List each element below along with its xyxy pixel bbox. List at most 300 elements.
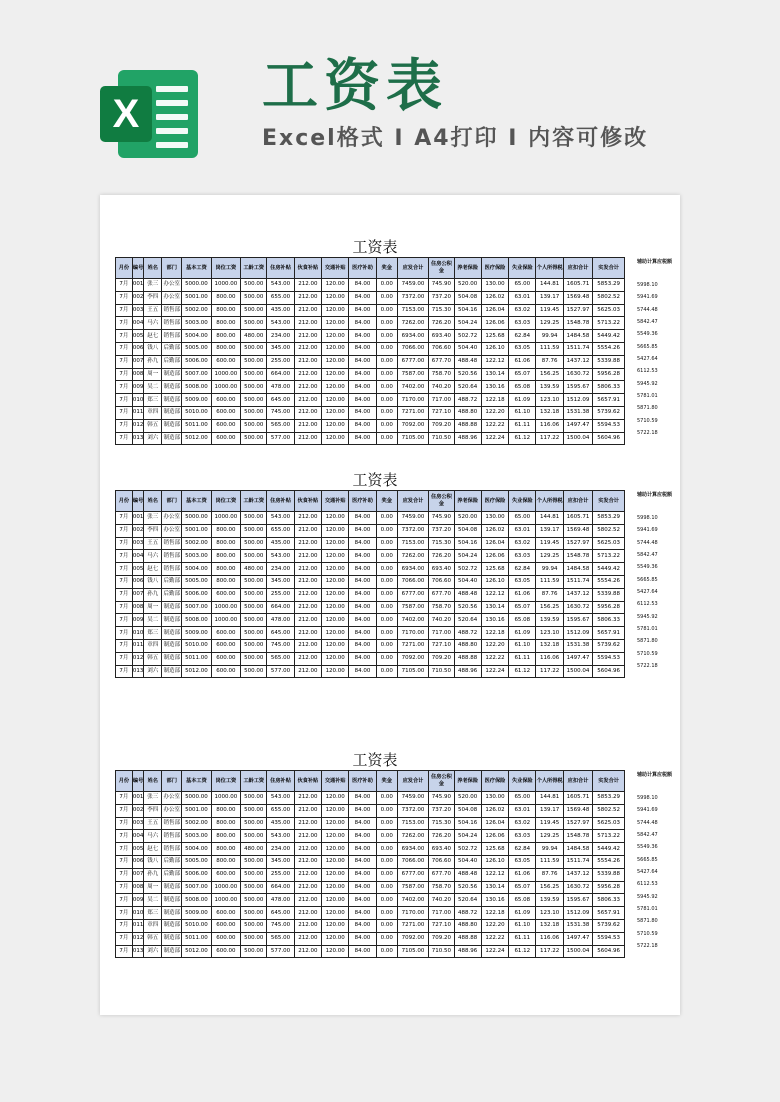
table-cell[interactable]: 5008.00: [182, 894, 211, 907]
table-cell[interactable]: 706.60: [429, 342, 454, 355]
table-cell[interactable]: 011: [132, 406, 144, 419]
table-cell[interactable]: 480.00: [241, 563, 267, 576]
table-cell[interactable]: 130.14: [481, 368, 508, 381]
table-cell[interactable]: 63.03: [509, 317, 536, 330]
table-cell[interactable]: 刘六: [144, 665, 162, 678]
table-cell[interactable]: 139.59: [536, 614, 563, 627]
table-cell[interactable]: 212.00: [294, 419, 321, 432]
table-cell[interactable]: 7262.00: [397, 550, 429, 563]
table-cell[interactable]: 122.18: [481, 394, 508, 407]
table-cell[interactable]: 500.00: [241, 355, 267, 368]
table-cell[interactable]: 012: [132, 419, 144, 432]
table-cell[interactable]: 7月: [116, 627, 133, 640]
table-cell[interactable]: 120.00: [322, 868, 349, 881]
table-cell[interactable]: 5657.91: [593, 394, 625, 407]
table-cell[interactable]: 120.00: [322, 368, 349, 381]
table-cell[interactable]: 李四: [144, 804, 162, 817]
table-cell[interactable]: 张三: [144, 279, 162, 292]
table-cell[interactable]: 销售部: [162, 317, 182, 330]
table-cell[interactable]: 7105.00: [397, 432, 429, 445]
table-cell[interactable]: 122.22: [481, 932, 508, 945]
table-cell[interactable]: 5009.00: [182, 627, 211, 640]
table-cell[interactable]: 004: [132, 317, 144, 330]
table-cell[interactable]: 84.00: [349, 907, 376, 920]
table-cell[interactable]: 61.10: [509, 919, 536, 932]
table-cell[interactable]: 600.00: [211, 868, 240, 881]
table-cell[interactable]: 7月: [116, 945, 133, 958]
table-cell[interactable]: 刘六: [144, 432, 162, 445]
table-cell[interactable]: 1511.74: [563, 855, 592, 868]
table-cell[interactable]: 007: [132, 588, 144, 601]
table-cell[interactable]: 5554.26: [593, 342, 625, 355]
table-cell[interactable]: 5657.91: [593, 627, 625, 640]
table-cell[interactable]: 212.00: [294, 575, 321, 588]
table-cell[interactable]: 赵七: [144, 563, 162, 576]
table-cell[interactable]: 销售部: [162, 843, 182, 856]
table-cell[interactable]: 章四: [144, 919, 162, 932]
table-cell[interactable]: 84.00: [349, 537, 376, 550]
table-cell[interactable]: 5008.00: [182, 614, 211, 627]
table-cell[interactable]: 504.40: [454, 855, 481, 868]
table-cell[interactable]: 5853.29: [593, 512, 625, 525]
table-cell[interactable]: 488.80: [454, 919, 481, 932]
table-cell[interactable]: 122.20: [481, 919, 508, 932]
table-cell[interactable]: 5956.28: [593, 368, 625, 381]
table-cell[interactable]: 0.00: [376, 881, 397, 894]
table-cell[interactable]: 84.00: [349, 843, 376, 856]
table-cell[interactable]: 84.00: [349, 881, 376, 894]
table-cell[interactable]: 制造部: [162, 627, 182, 640]
table-cell[interactable]: 7402.00: [397, 614, 429, 627]
table-cell[interactable]: 张三: [144, 792, 162, 805]
table-cell[interactable]: 7372.00: [397, 804, 429, 817]
table-cell[interactable]: 500.00: [241, 512, 267, 525]
table-cell[interactable]: 212.00: [294, 932, 321, 945]
table-cell[interactable]: 办公室: [162, 279, 182, 292]
table-cell[interactable]: 1512.09: [563, 907, 592, 920]
table-cell[interactable]: 504.16: [454, 817, 481, 830]
table-cell[interactable]: 84.00: [349, 665, 376, 678]
table-cell[interactable]: 84.00: [349, 614, 376, 627]
table-cell[interactable]: 504.08: [454, 291, 481, 304]
table-cell[interactable]: 122.20: [481, 639, 508, 652]
table-cell[interactable]: 600.00: [211, 665, 240, 678]
table-cell[interactable]: 726.20: [429, 830, 454, 843]
table-cell[interactable]: 710.50: [429, 665, 454, 678]
table-cell[interactable]: 126.04: [481, 817, 508, 830]
table-cell[interactable]: 5004.00: [182, 563, 211, 576]
table-cell[interactable]: 122.18: [481, 627, 508, 640]
table-cell[interactable]: 212.00: [294, 792, 321, 805]
table-cell[interactable]: 500.00: [241, 804, 267, 817]
table-cell[interactable]: 543.00: [267, 512, 294, 525]
table-cell[interactable]: 84.00: [349, 512, 376, 525]
table-cell[interactable]: 7月: [116, 406, 133, 419]
table-cell[interactable]: 125.68: [481, 563, 508, 576]
table-cell[interactable]: 办公室: [162, 804, 182, 817]
table-cell[interactable]: 5002.00: [182, 304, 211, 317]
table-cell[interactable]: 7月: [116, 868, 133, 881]
table-cell[interactable]: 0.00: [376, 419, 397, 432]
table-cell[interactable]: 008: [132, 368, 144, 381]
table-cell[interactable]: 664.00: [267, 368, 294, 381]
table-cell[interactable]: 7402.00: [397, 381, 429, 394]
table-cell[interactable]: 010: [132, 907, 144, 920]
table-cell[interactable]: 005: [132, 330, 144, 343]
table-cell[interactable]: 1437.12: [563, 355, 592, 368]
table-cell[interactable]: 1548.78: [563, 317, 592, 330]
table-cell[interactable]: 0.00: [376, 665, 397, 678]
table-cell[interactable]: 0.00: [376, 817, 397, 830]
table-cell[interactable]: 1630.72: [563, 368, 592, 381]
table-cell[interactable]: 212.00: [294, 919, 321, 932]
table-cell[interactable]: 500.00: [241, 868, 267, 881]
table-cell[interactable]: 李四: [144, 291, 162, 304]
table-cell[interactable]: 122.12: [481, 868, 508, 881]
table-cell[interactable]: 120.00: [322, 381, 349, 394]
table-cell[interactable]: 制造部: [162, 639, 182, 652]
table-cell[interactable]: 129.25: [536, 550, 563, 563]
table-cell[interactable]: 130.00: [481, 279, 508, 292]
table-cell[interactable]: 002: [132, 291, 144, 304]
table-cell[interactable]: 5604.96: [593, 945, 625, 958]
table-cell[interactable]: 0.00: [376, 575, 397, 588]
table-cell[interactable]: 后勤部: [162, 868, 182, 881]
table-cell[interactable]: 212.00: [294, 614, 321, 627]
table-cell[interactable]: 65.08: [509, 614, 536, 627]
table-cell[interactable]: 156.25: [536, 881, 563, 894]
table-cell[interactable]: 500.00: [241, 524, 267, 537]
table-cell[interactable]: 7372.00: [397, 524, 429, 537]
table-cell[interactable]: 办公室: [162, 291, 182, 304]
table-cell[interactable]: 5853.29: [593, 792, 625, 805]
table-cell[interactable]: 132.18: [536, 406, 563, 419]
table-cell[interactable]: 7月: [116, 317, 133, 330]
table-cell[interactable]: 116.06: [536, 652, 563, 665]
table-cell[interactable]: 5005.00: [182, 575, 211, 588]
table-cell[interactable]: 116.06: [536, 932, 563, 945]
table-cell[interactable]: 006: [132, 575, 144, 588]
table-cell[interactable]: 1000.00: [211, 881, 240, 894]
table-cell[interactable]: 5449.42: [593, 563, 625, 576]
table-cell[interactable]: 120.00: [322, 817, 349, 830]
table-cell[interactable]: 63.01: [509, 804, 536, 817]
table-cell[interactable]: 7587.00: [397, 881, 429, 894]
table-cell[interactable]: 212.00: [294, 342, 321, 355]
table-cell[interactable]: 6777.00: [397, 868, 429, 881]
table-cell[interactable]: 7372.00: [397, 291, 429, 304]
table-cell[interactable]: 63.03: [509, 830, 536, 843]
table-cell[interactable]: 65.07: [509, 601, 536, 614]
table-cell[interactable]: 5012.00: [182, 945, 211, 958]
table-cell[interactable]: 111.59: [536, 342, 563, 355]
table-cell[interactable]: 500.00: [241, 855, 267, 868]
table-cell[interactable]: 84.00: [349, 575, 376, 588]
table-cell[interactable]: 500.00: [241, 652, 267, 665]
table-cell[interactable]: 5594.53: [593, 932, 625, 945]
table-cell[interactable]: 5012.00: [182, 665, 211, 678]
table-cell[interactable]: 5802.52: [593, 291, 625, 304]
table-cell[interactable]: 500.00: [241, 317, 267, 330]
table-cell[interactable]: 5000.00: [182, 512, 211, 525]
table-cell[interactable]: 7月: [116, 330, 133, 343]
table-cell[interactable]: 111.59: [536, 855, 563, 868]
table-cell[interactable]: 120.00: [322, 588, 349, 601]
table-cell[interactable]: 7月: [116, 588, 133, 601]
table-cell[interactable]: 677.70: [429, 868, 454, 881]
table-cell[interactable]: 212.00: [294, 432, 321, 445]
table-cell[interactable]: 63.03: [509, 550, 536, 563]
table-cell[interactable]: 504.24: [454, 830, 481, 843]
table-cell[interactable]: 1500.04: [563, 432, 592, 445]
table-cell[interactable]: 7459.00: [397, 512, 429, 525]
table-cell[interactable]: 0.00: [376, 432, 397, 445]
table-cell[interactable]: 84.00: [349, 291, 376, 304]
table-cell[interactable]: 500.00: [241, 907, 267, 920]
table-cell[interactable]: 87.76: [536, 588, 563, 601]
table-cell[interactable]: 63.01: [509, 291, 536, 304]
table-cell[interactable]: 212.00: [294, 512, 321, 525]
table-cell[interactable]: 120.00: [322, 843, 349, 856]
table-cell[interactable]: 1000.00: [211, 614, 240, 627]
table-cell[interactable]: 61.12: [509, 945, 536, 958]
table-cell[interactable]: 7153.00: [397, 304, 429, 317]
table-cell[interactable]: 84.00: [349, 855, 376, 868]
table-cell[interactable]: 7月: [116, 575, 133, 588]
table-cell[interactable]: 117.22: [536, 432, 563, 445]
table-cell[interactable]: 84.00: [349, 394, 376, 407]
table-cell[interactable]: 1511.74: [563, 575, 592, 588]
table-cell[interactable]: 5339.88: [593, 588, 625, 601]
table-cell[interactable]: 5449.42: [593, 843, 625, 856]
table-cell[interactable]: 1000.00: [211, 279, 240, 292]
table-cell[interactable]: 5006.00: [182, 868, 211, 881]
table-cell[interactable]: 126.10: [481, 855, 508, 868]
table-cell[interactable]: 61.09: [509, 907, 536, 920]
table-cell[interactable]: 62.84: [509, 563, 536, 576]
table-cell[interactable]: 制造部: [162, 381, 182, 394]
table-cell[interactable]: 6934.00: [397, 330, 429, 343]
table-cell[interactable]: 5008.00: [182, 381, 211, 394]
table-cell[interactable]: 120.00: [322, 394, 349, 407]
table-cell[interactable]: 7月: [116, 919, 133, 932]
table-cell[interactable]: 130.14: [481, 601, 508, 614]
table-cell[interactable]: 61.11: [509, 932, 536, 945]
table-cell[interactable]: 0.00: [376, 932, 397, 945]
table-cell[interactable]: 007: [132, 355, 144, 368]
table-cell[interactable]: 制造部: [162, 406, 182, 419]
table-cell[interactable]: 制造部: [162, 881, 182, 894]
table-cell[interactable]: 制造部: [162, 919, 182, 932]
table-cell[interactable]: 5739.62: [593, 919, 625, 932]
table-cell[interactable]: 61.06: [509, 588, 536, 601]
table-cell[interactable]: 7271.00: [397, 406, 429, 419]
table-cell[interactable]: 65.07: [509, 881, 536, 894]
table-cell[interactable]: 565.00: [267, 932, 294, 945]
table-cell[interactable]: 212.00: [294, 394, 321, 407]
table-cell[interactable]: 120.00: [322, 792, 349, 805]
table-cell[interactable]: 600.00: [211, 652, 240, 665]
table-cell[interactable]: 韩五: [144, 419, 162, 432]
table-cell[interactable]: 212.00: [294, 317, 321, 330]
table-cell[interactable]: 126.10: [481, 342, 508, 355]
table-cell[interactable]: 502.72: [454, 330, 481, 343]
table-cell[interactable]: 126.02: [481, 524, 508, 537]
table-cell[interactable]: 5594.53: [593, 652, 625, 665]
table-cell[interactable]: 1595.67: [563, 614, 592, 627]
table-cell[interactable]: 84.00: [349, 804, 376, 817]
table-cell[interactable]: 7153.00: [397, 817, 429, 830]
table-cell[interactable]: 008: [132, 601, 144, 614]
table-cell[interactable]: 销售部: [162, 830, 182, 843]
table-cell[interactable]: 435.00: [267, 537, 294, 550]
table-cell[interactable]: 65.00: [509, 279, 536, 292]
table-cell[interactable]: 7月: [116, 537, 133, 550]
table-cell[interactable]: 212.00: [294, 627, 321, 640]
table-cell[interactable]: 488.48: [454, 355, 481, 368]
table-cell[interactable]: 130.14: [481, 881, 508, 894]
table-cell[interactable]: 709.20: [429, 419, 454, 432]
table-cell[interactable]: 5007.00: [182, 368, 211, 381]
table-cell[interactable]: 013: [132, 945, 144, 958]
table-cell[interactable]: 7月: [116, 279, 133, 292]
table-cell[interactable]: 1000.00: [211, 601, 240, 614]
table-cell[interactable]: 111.59: [536, 575, 563, 588]
table-cell[interactable]: 577.00: [267, 945, 294, 958]
table-cell[interactable]: 500.00: [241, 932, 267, 945]
table-cell[interactable]: 销售部: [162, 304, 182, 317]
table-cell[interactable]: 1484.58: [563, 563, 592, 576]
table-cell[interactable]: 480.00: [241, 330, 267, 343]
table-cell[interactable]: 61.12: [509, 665, 536, 678]
table-cell[interactable]: 543.00: [267, 550, 294, 563]
table-cell[interactable]: 255.00: [267, 868, 294, 881]
table-cell[interactable]: 120.00: [322, 432, 349, 445]
table-cell[interactable]: 84.00: [349, 817, 376, 830]
table-cell[interactable]: 500.00: [241, 291, 267, 304]
table-cell[interactable]: 520.64: [454, 894, 481, 907]
table-cell[interactable]: 126.02: [481, 804, 508, 817]
table-cell[interactable]: 0.00: [376, 550, 397, 563]
table-cell[interactable]: 马六: [144, 550, 162, 563]
table-cell[interactable]: 84.00: [349, 792, 376, 805]
table-cell[interactable]: 84.00: [349, 330, 376, 343]
table-cell[interactable]: 5604.96: [593, 665, 625, 678]
table-cell[interactable]: 7月: [116, 830, 133, 843]
table-cell[interactable]: 740.20: [429, 381, 454, 394]
table-cell[interactable]: 504.08: [454, 524, 481, 537]
table-cell[interactable]: 5003.00: [182, 550, 211, 563]
table-cell[interactable]: 144.81: [536, 279, 563, 292]
table-cell[interactable]: 1000.00: [211, 368, 240, 381]
table-cell[interactable]: 500.00: [241, 919, 267, 932]
table-cell[interactable]: 0.00: [376, 907, 397, 920]
table-cell[interactable]: 520.00: [454, 279, 481, 292]
table-cell[interactable]: 84.00: [349, 919, 376, 932]
table-cell[interactable]: 010: [132, 394, 144, 407]
table-cell[interactable]: 139.59: [536, 894, 563, 907]
table-cell[interactable]: 212.00: [294, 894, 321, 907]
table-cell[interactable]: 7105.00: [397, 945, 429, 958]
table-cell[interactable]: 212.00: [294, 381, 321, 394]
table-cell[interactable]: 7271.00: [397, 639, 429, 652]
table-cell[interactable]: 488.96: [454, 432, 481, 445]
table-cell[interactable]: 002: [132, 804, 144, 817]
table-cell[interactable]: 孙九: [144, 588, 162, 601]
table-cell[interactable]: 郑三: [144, 907, 162, 920]
table-cell[interactable]: 1605.71: [563, 792, 592, 805]
table-cell[interactable]: 0.00: [376, 342, 397, 355]
table-cell[interactable]: 1548.78: [563, 830, 592, 843]
table-cell[interactable]: 销售部: [162, 550, 182, 563]
table-cell[interactable]: 84.00: [349, 406, 376, 419]
table-cell[interactable]: 7170.00: [397, 394, 429, 407]
table-cell[interactable]: 212.00: [294, 588, 321, 601]
table-cell[interactable]: 645.00: [267, 627, 294, 640]
table-cell[interactable]: 800.00: [211, 317, 240, 330]
table-cell[interactable]: 122.22: [481, 652, 508, 665]
table-cell[interactable]: 600.00: [211, 588, 240, 601]
table-cell[interactable]: 008: [132, 881, 144, 894]
table-cell[interactable]: 800.00: [211, 830, 240, 843]
table-cell[interactable]: 销售部: [162, 817, 182, 830]
table-cell[interactable]: 013: [132, 665, 144, 678]
table-cell[interactable]: 500.00: [241, 304, 267, 317]
table-cell[interactable]: 120.00: [322, 537, 349, 550]
table-cell[interactable]: 002: [132, 524, 144, 537]
table-cell[interactable]: 003: [132, 817, 144, 830]
table-cell[interactable]: 吴二: [144, 894, 162, 907]
table-cell[interactable]: 645.00: [267, 907, 294, 920]
table-cell[interactable]: 212.00: [294, 855, 321, 868]
table-cell[interactable]: 212.00: [294, 304, 321, 317]
table-cell[interactable]: 84.00: [349, 601, 376, 614]
table-cell[interactable]: 5956.28: [593, 601, 625, 614]
table-cell[interactable]: 130.00: [481, 512, 508, 525]
table-cell[interactable]: 钱八: [144, 855, 162, 868]
table-cell[interactable]: 565.00: [267, 419, 294, 432]
table-cell[interactable]: 0.00: [376, 563, 397, 576]
table-cell[interactable]: 章四: [144, 639, 162, 652]
table-cell[interactable]: 800.00: [211, 537, 240, 550]
table-cell[interactable]: 500.00: [241, 830, 267, 843]
table-cell[interactable]: 212.00: [294, 881, 321, 894]
table-cell[interactable]: 117.22: [536, 945, 563, 958]
table-cell[interactable]: 800.00: [211, 817, 240, 830]
table-cell[interactable]: 0.00: [376, 330, 397, 343]
table-cell[interactable]: 130.16: [481, 381, 508, 394]
table-cell[interactable]: 435.00: [267, 817, 294, 830]
table-cell[interactable]: 63.05: [509, 575, 536, 588]
table-cell[interactable]: 120.00: [322, 652, 349, 665]
table-cell[interactable]: 156.25: [536, 601, 563, 614]
table-cell[interactable]: 7153.00: [397, 537, 429, 550]
table-cell[interactable]: 212.00: [294, 817, 321, 830]
table-cell[interactable]: 63.01: [509, 524, 536, 537]
table-cell[interactable]: 011: [132, 639, 144, 652]
table-cell[interactable]: 7月: [116, 792, 133, 805]
table-cell[interactable]: 120.00: [322, 524, 349, 537]
table-cell[interactable]: 500.00: [241, 614, 267, 627]
table-cell[interactable]: 1630.72: [563, 881, 592, 894]
table-cell[interactable]: 600.00: [211, 627, 240, 640]
table-cell[interactable]: 5339.88: [593, 355, 625, 368]
table-cell[interactable]: 120.00: [322, 550, 349, 563]
table-cell[interactable]: 7月: [116, 368, 133, 381]
table-cell[interactable]: 5012.00: [182, 432, 211, 445]
table-cell[interactable]: 5004.00: [182, 843, 211, 856]
table-cell[interactable]: 727.10: [429, 406, 454, 419]
